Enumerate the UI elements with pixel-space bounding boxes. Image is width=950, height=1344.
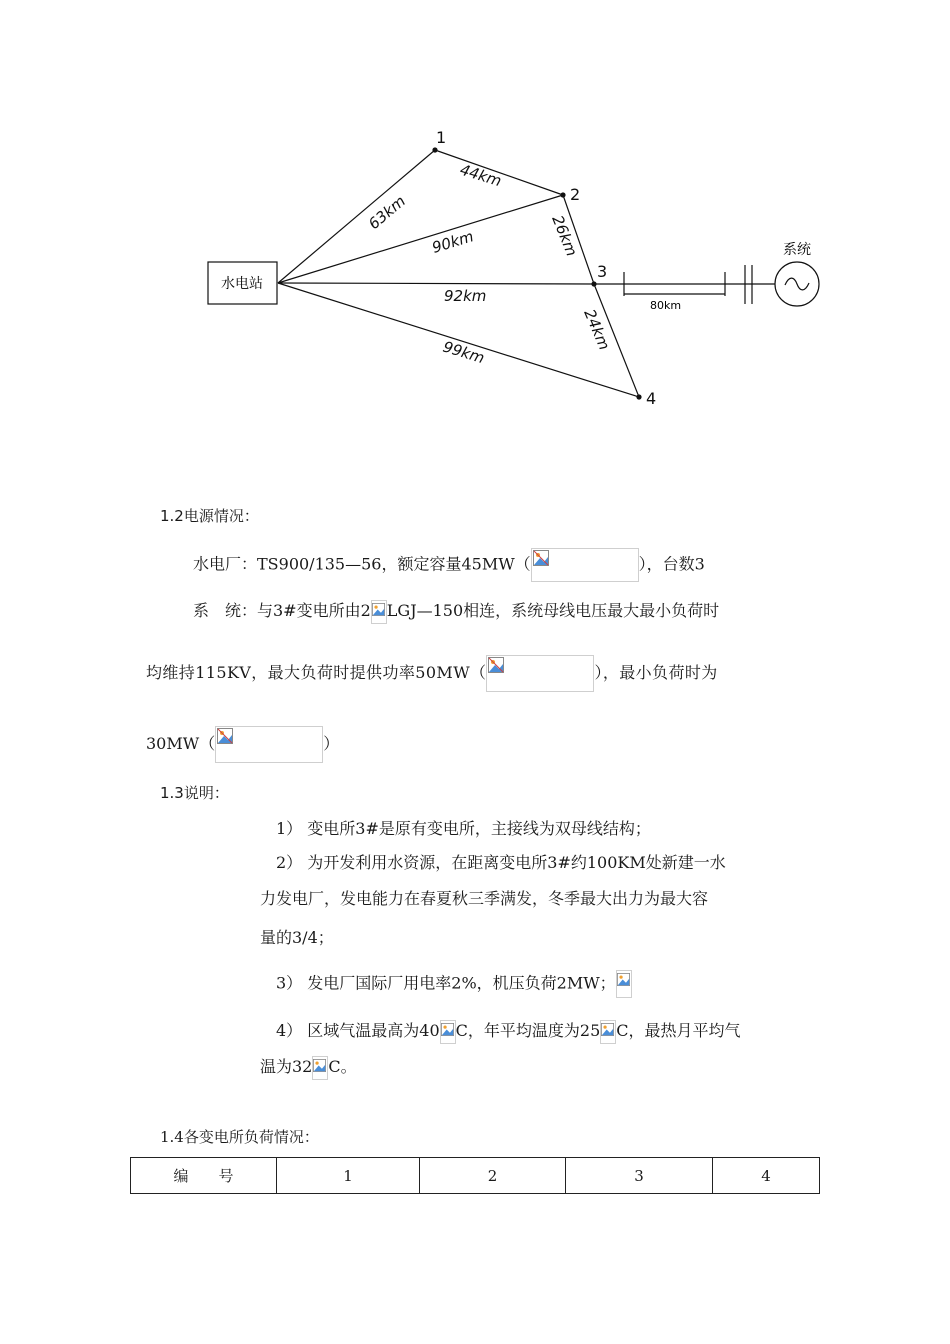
table-header-cell: 编 号 — [131, 1158, 277, 1194]
hydro-plant-line: 水电厂：TS900/135—56，额定容量45MW（ ），台数3 — [193, 548, 705, 582]
node-2-label: 2 — [570, 185, 581, 204]
dist-3-system: 80km — [650, 299, 682, 312]
note-item-2-line-1: 2） 为开发利用水资源，在距离变电所3#约100KM处新建一水 — [276, 853, 726, 872]
note-item-2-line-3: 量的3/4； — [260, 928, 334, 947]
table-row — [131, 1158, 820, 1194]
node-1-label: 1 — [436, 128, 447, 147]
dist-3-4: 24km — [580, 306, 614, 353]
section-1-2-heading: 1.2电源情况： — [160, 507, 259, 525]
broken-image-icon — [600, 1020, 616, 1044]
node-4-label: 4 — [646, 389, 657, 408]
dist-station-1: 63km — [365, 192, 410, 234]
line-station-2 — [278, 195, 563, 283]
network-diagram — [0, 0, 950, 440]
line-station-3 — [278, 283, 594, 284]
broken-image-icon — [371, 600, 387, 624]
dist-2-3: 26km — [548, 212, 581, 259]
note-item-1: 1） 变电所3#是原有变电所，主接线为双母线结构； — [276, 819, 651, 838]
substation-load-table — [130, 1157, 820, 1194]
broken-image-icon — [486, 655, 594, 692]
note-item-2-line-2: 力发电厂，发电能力在春夏秋三季满发，冬季最大出力为最大容 — [260, 889, 709, 908]
system-line-1: 系 统：与3#变电所由2 LGJ—150相连，系统母线电压最大最小负荷时 — [193, 598, 719, 624]
dist-1-2: 44km — [457, 160, 504, 191]
broken-image-icon — [531, 548, 639, 582]
note-item-3: 3） 发电厂国际厂用电率2%，机压负荷2MW； — [276, 970, 632, 998]
line-station-1 — [278, 150, 435, 283]
broken-image-icon — [616, 970, 632, 998]
node-3-label: 3 — [597, 262, 608, 281]
table-header-cell: 3 — [566, 1158, 713, 1194]
table-header-cell: 2 — [420, 1158, 566, 1194]
table-header-cell: 4 — [713, 1158, 820, 1194]
dist-station-3: 92km — [444, 287, 487, 305]
section-1-4-heading: 1.4各变电所负荷情况： — [160, 1128, 319, 1146]
note-item-4-line-2: 温为32 C。 — [260, 1054, 357, 1080]
broken-image-icon — [215, 726, 323, 763]
table-header-cell: 1 — [277, 1158, 420, 1194]
dist-station-2: 90km — [429, 227, 476, 257]
note-item-4-line-1: 4） 区域气温最高为40 C，年平均温度为25 C，最热月平均气 — [276, 1018, 741, 1044]
hydro-station-label: 水电站 — [221, 276, 263, 292]
system-line-2: 均维持115KV，最大负荷时提供功率50MW（ ），最小负荷时为 — [146, 655, 718, 692]
system-label: 系统 — [783, 242, 811, 258]
broken-image-icon — [312, 1056, 328, 1080]
broken-image-icon — [440, 1020, 456, 1044]
system-line-3: 30MW（ ） — [146, 726, 339, 763]
dist-station-4: 99km — [440, 337, 487, 368]
section-1-3-heading: 1.3说明： — [160, 784, 229, 802]
